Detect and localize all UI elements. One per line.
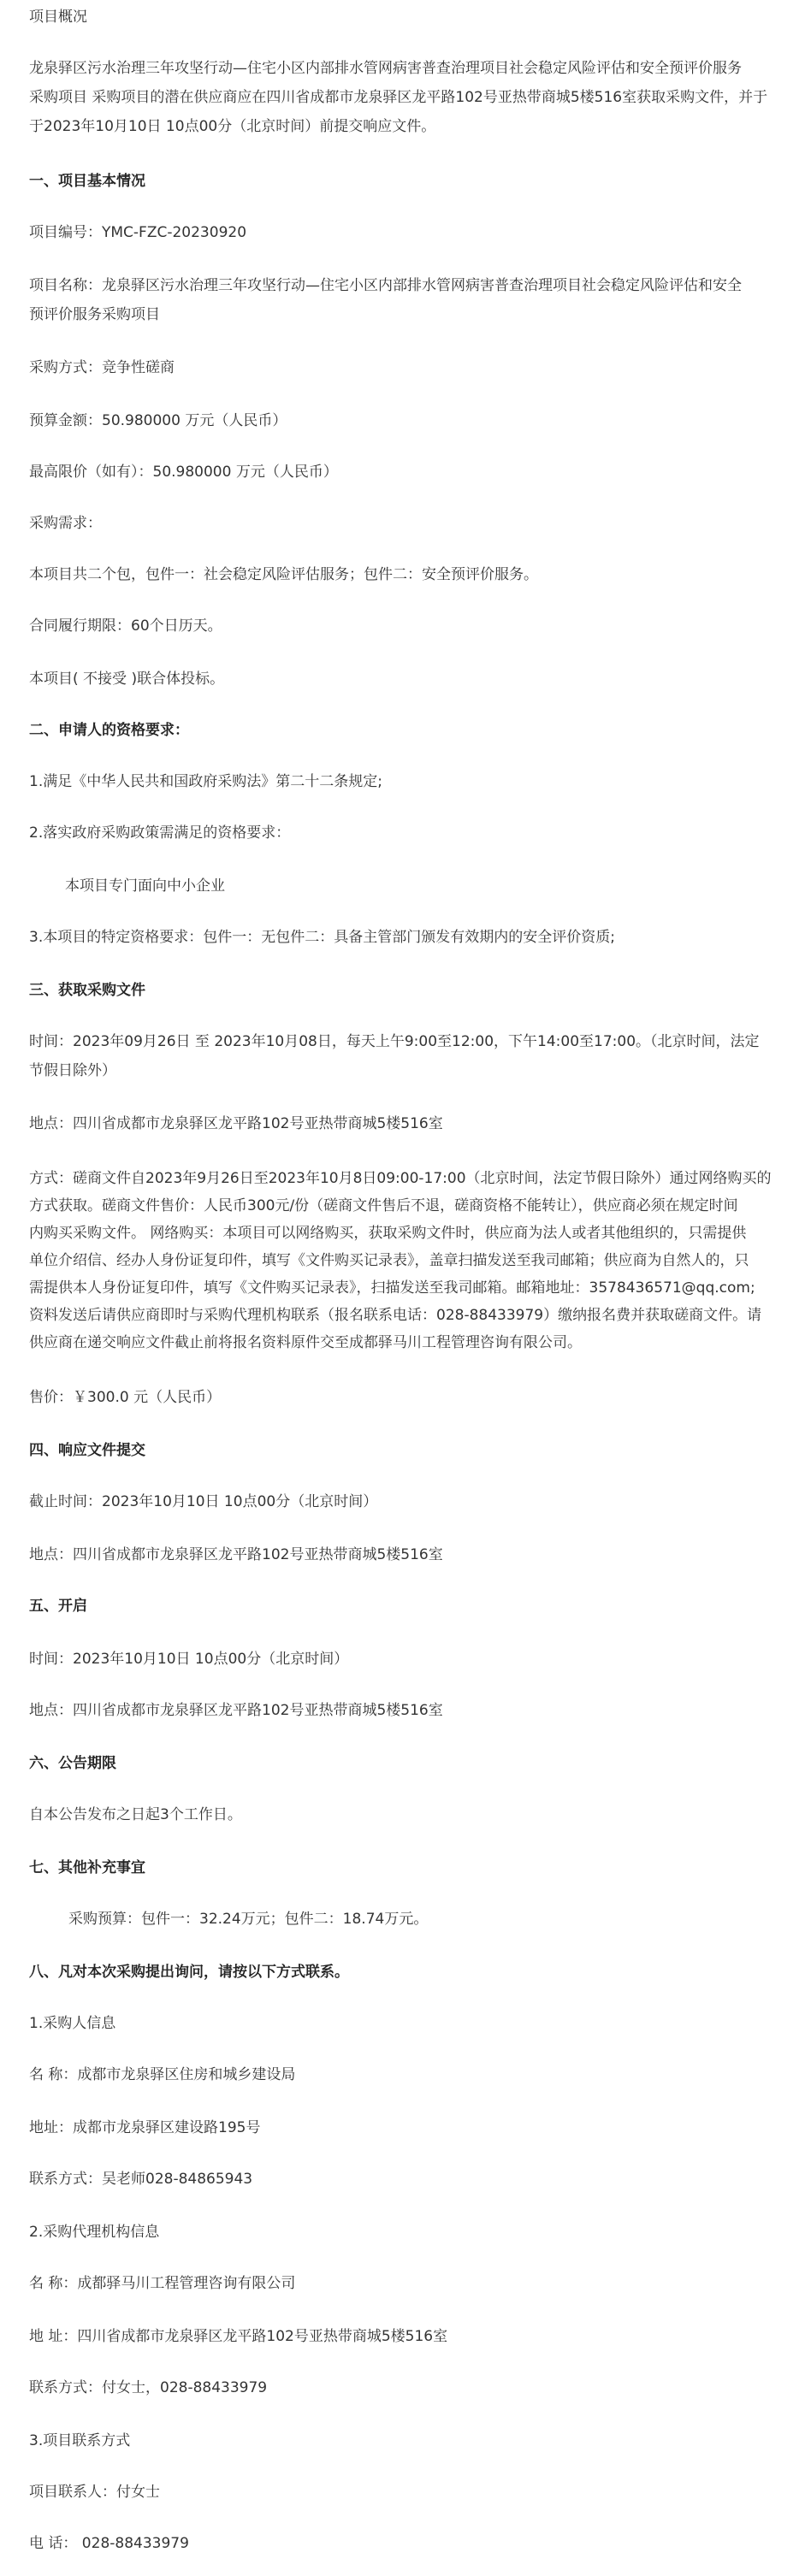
purchaser-info-title: 1.采购人信息 (29, 2015, 116, 2032)
packages-description: 本项目共二个包，包件一：社会稳定风险评估服务；包件二：安全预评价服务。 (29, 566, 538, 583)
obtain-way: 单位介绍信、经办人身份证复印件，填写《文件购买记录表》，盖章扫描发送至我司邮箱；供应商为自然人的，只 (29, 1252, 749, 1269)
section-heading-supplementary: 七、其他补充事宜 (29, 1859, 145, 1876)
max-price: 最高限价（如有）：50.980000 万元（人民币） (29, 464, 338, 481)
obtain-way: 方式获取。磋商文件售价：人民币300元/份（磋商文件售后不退，磋商资格不能转让），供应商必须在规定时间 (29, 1197, 738, 1214)
obtain-way: 内购买采购文件。 网络购买：本项目可以网络购买，获取采购文件时，供应商为法人或者其他组织的，只需提供 (29, 1225, 747, 1242)
obtain-way: 资料发送后请供应商即时与采购代理机构联系（报名联系电话：028-88433979）缴纳报名费并获取磋商文件。请 (29, 1307, 762, 1324)
overview-line: 龙泉驿区污水治理三年攻坚行动—住宅小区内部排水管网病害普查治理项目社会稳定风险评估和安全预评价服务 (29, 60, 742, 77)
opening-place: 地点：四川省成都市龙泉驿区龙平路102号亚热带商城5楼516室 (29, 1702, 443, 1719)
document-price: 售价：￥300.0 元（人民币） (29, 1389, 222, 1406)
supplementary-budget: 采购预算：包件一：32.24万元；包件二：18.74万元。 (68, 1911, 429, 1928)
obtain-time-cont: 节假日除外） (29, 1062, 116, 1079)
agency-address: 地 址：四川省成都市龙泉驿区龙平路102号亚热带商城5楼516室 (29, 2328, 448, 2345)
project-contact-title: 3.项目联系方式 (29, 2432, 131, 2449)
qualification-item: 2.落实政府采购政策需满足的资格要求： (29, 824, 291, 842)
project-name: 项目名称：龙泉驿区污水治理三年攻坚行动—住宅小区内部排水管网病害普查治理项目社会稳定风险评估和安全 (29, 277, 742, 294)
procurement-method: 采购方式：竞争性磋商 (29, 359, 175, 376)
section-heading-contact: 八、凡对本次采购提出询问，请按以下方式联系。 (29, 1964, 349, 1981)
overview-line: 采购项目 采购项目的潜在供应商应在四川省成都市龙泉驿区龙平路102号亚热带商城5楼516室获取采购文件，并于 (29, 89, 768, 106)
submission-place: 地点：四川省成都市龙泉驿区龙平路102号亚热带商城5楼516室 (29, 1546, 443, 1563)
project-number: 项目编号：YMC-FZC-20230920 (29, 224, 247, 241)
overview-line: 于2023年10月10日 10点00分（北京时间）前提交响应文件。 (29, 118, 436, 135)
section-heading-opening: 五、开启 (29, 1598, 87, 1615)
purchaser-name: 名 称：成都市龙泉驿区住房和城乡建设局 (29, 2066, 296, 2083)
obtain-way: 供应商在递交响应文件截止前将报名资料原件交至成都驿马川工程管理咨询有限公司。 (29, 1334, 582, 1351)
consortium-note: 本项目( 不接受 )联合体投标。 (29, 671, 225, 688)
section-heading-qualifications: 二、申请人的资格要求： (29, 722, 189, 739)
obtain-time: 时间：2023年09月26日 至 2023年10月08日，每天上午9:00至12:00，下午14:00至17:00。（北京时间，法定 (29, 1033, 760, 1050)
project-contact-phone: 电 话： 028-88433979 (29, 2535, 189, 2552)
opening-time: 时间：2023年10月10日 10点00分（北京时间） (29, 1651, 349, 1668)
agency-name: 名 称：成都驿马川工程管理咨询有限公司 (29, 2275, 296, 2292)
overview-heading: 项目概况 (29, 9, 87, 26)
qualification-item: 3.本项目的特定资格要求：包件一：无包件二：具备主管部门颁发有效期内的安全评价资质; (29, 929, 615, 946)
section-heading-obtain-documents: 三、获取采购文件 (29, 982, 145, 999)
qualification-detail: 本项目专门面向中小企业 (65, 877, 225, 895)
section-heading-basic-info: 一、项目基本情况 (29, 173, 145, 190)
purchaser-contact: 联系方式：吴老师028-84865943 (29, 2171, 253, 2188)
project-contact-person: 项目联系人：付女士 (29, 2484, 160, 2501)
budget-amount: 预算金额：50.980000 万元（人民币） (29, 412, 287, 429)
obtain-place: 地点：四川省成都市龙泉驿区龙平路102号亚热带商城5楼516室 (29, 1115, 443, 1132)
contract-period: 合同履行期限：60个日历天。 (29, 617, 222, 635)
submission-deadline: 截止时间：2023年10月10日 10点00分（北京时间） (29, 1493, 378, 1510)
agency-info-title: 2.采购代理机构信息 (29, 2224, 160, 2241)
qualification-item: 1.满足《中华人民共和国政府采购法》第二十二条规定; (29, 773, 382, 790)
section-heading-notice-period: 六、公告期限 (29, 1755, 116, 1772)
purchaser-address: 地址：成都市龙泉驿区建设路195号 (29, 2119, 261, 2136)
section-heading-submission: 四、响应文件提交 (29, 1442, 145, 1459)
project-name-cont: 预评价服务采购项目 (29, 306, 160, 323)
obtain-way: 需提供本人身份证复印件，填写《文件购买记录表》，扫描发送至我司邮箱。邮箱地址：3578436571@qq.com; (29, 1279, 755, 1297)
procurement-needs-label: 采购需求： (29, 515, 102, 532)
notice-period-text: 自本公告发布之日起3个工作日。 (29, 1806, 242, 1823)
agency-contact: 联系方式：付女士，028-88433979 (29, 2379, 268, 2396)
obtain-way: 方式：磋商文件自2023年9月26日至2023年10月8日09:00-17:00（北京时间，法定节假日除外）通过网络购买的 (29, 1170, 772, 1187)
